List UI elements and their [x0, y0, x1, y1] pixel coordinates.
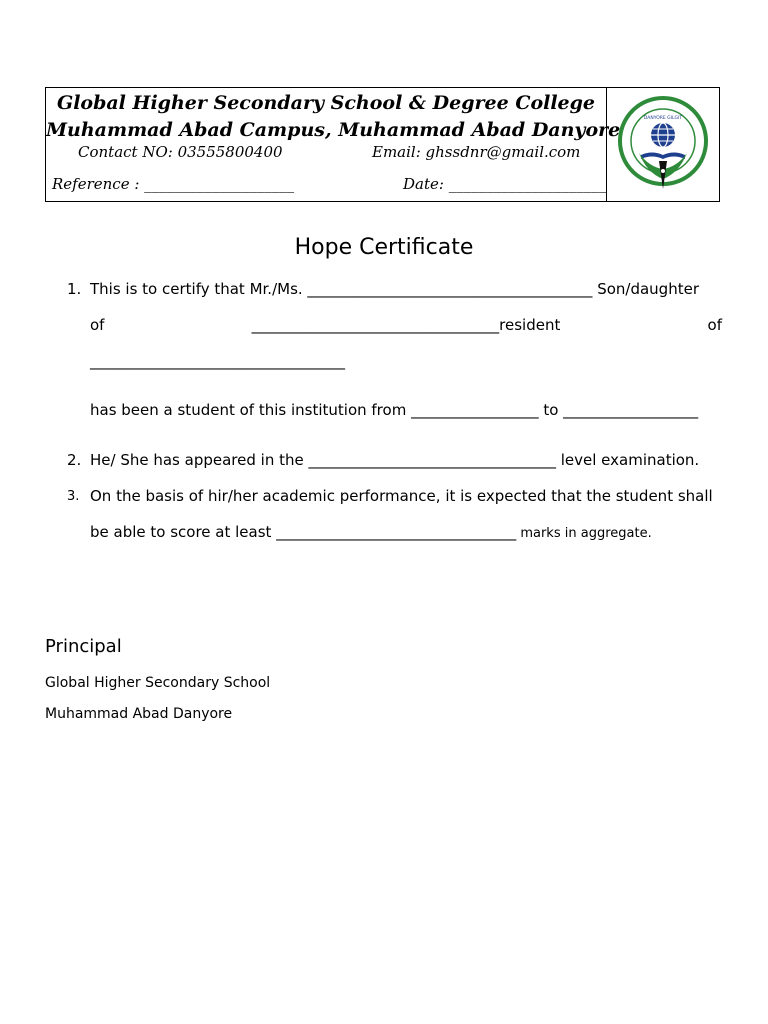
of-label: of: [90, 316, 105, 334]
campus-name: Muhammad Abad Campus, Muhammad Abad Danyore: [46, 119, 621, 141]
date-field: Date: _____________________: [403, 175, 607, 193]
item-1-line-4: has been a student of this institution from _________________ to __________________: [90, 401, 699, 419]
contact-number: Contact NO: 03555800400: [78, 143, 283, 161]
item-3-line-1: On the basis of hir/her academic performance, it is expected that the student shall: [90, 487, 713, 505]
item-number: 1.: [67, 280, 82, 298]
letterhead-text: [46, 88, 621, 201]
item-1-line-2: [90, 316, 722, 334]
email-address: Email: ghssdnr@gmail.com: [372, 143, 581, 161]
signature-line-2: Muhammad Abad Danyore: [45, 706, 233, 722]
item-1-line-3: __________________________________: [90, 352, 345, 370]
school-logo-icon: [617, 95, 709, 195]
item-1-line-1: This is to certify that Mr./Ms. ______________________________________ Son/daughter: [90, 280, 699, 298]
signature-line-1: Global Higher Secondary School: [45, 675, 271, 691]
school-name: Global Higher Secondary School & Degree College: [56, 92, 596, 114]
school-logo: [607, 88, 719, 201]
logo-text: DANYORE GILGIT: [643, 115, 683, 121]
letterhead: [45, 87, 720, 202]
item-number: 3.: [67, 489, 80, 504]
of-label: of: [707, 316, 722, 334]
marks-text: marks in aggregate.: [516, 526, 652, 541]
item-2-line-1: He/ She has appeared in the _________________________________ level examination.: [90, 451, 700, 469]
item-3-line-2: [90, 523, 652, 541]
reference-field: Reference : ____________________: [52, 175, 295, 193]
principal-title: Principal: [45, 636, 122, 657]
item-number: 2.: [67, 451, 82, 469]
resident-blank: _________________________________resident: [251, 316, 561, 334]
certificate-title: Hope Certificate: [294, 235, 474, 260]
score-blank: be able to score at least ________________________________: [90, 523, 517, 541]
